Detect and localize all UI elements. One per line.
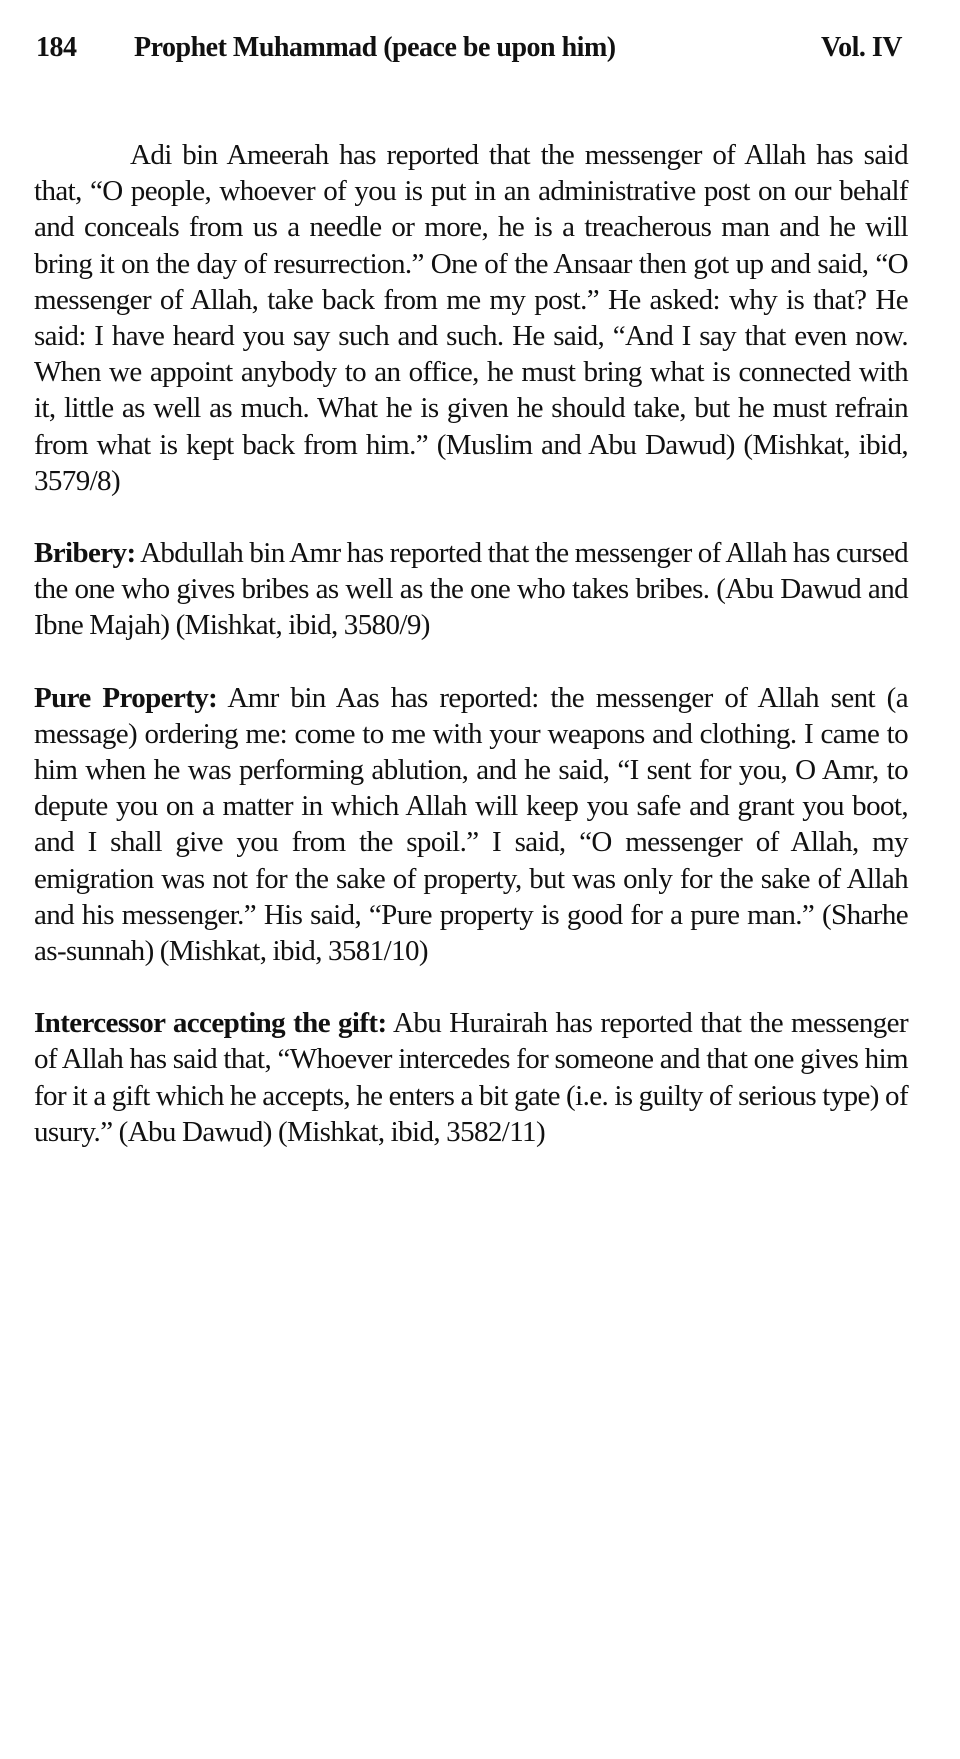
paragraph-text: Abdullah bin Amr has reported that the messenger of Allah has cursed the one who gives bribes as well as the one who takes bribes. (Abu Dawud and Ibne Majah) (Mishkat, ibid, 3580/9) bbox=[34, 537, 908, 642]
volume-label: Vol. IV bbox=[820, 32, 902, 63]
paragraph-heading: Pure Property: bbox=[34, 681, 218, 714]
paragraph-intercessor bbox=[34, 1005, 908, 1150]
paragraph-bribery bbox=[34, 535, 908, 644]
paragraph-text: Abu Hurairah has reported that the messenger of Allah has said that, “Whoever intercedes for someone and that one gives him for it a gift which he accepts, he enters a bit gate (i.e. is guilty of serious type) of usury.” (Abu Dawud) (Mishkat, ibid, 3582/11) bbox=[34, 1007, 908, 1148]
paragraph-text: Adi bin Ameerah has reported that the messenger of Allah has said that, “O people, whoever of you is put in an administrative post on our behalf and conceals from us a needle or more, he is a treacherous man and he will bring it on the day of resurrection.” One of the Ansaar then got up and said, “O messenger of Allah, take back from me my post.” He asked: why is that? He said: I have heard you say such and such. He said, “And I say that even now. When we appoint anybody to an office, he must bring what is connected with it, little as well as much. What he is given he should take, but he must refrain from what is kept back from him.” (Muslim and Abu Dawud) (Mishkat, ibid, 3579/8) bbox=[34, 139, 908, 497]
page-number: 184 bbox=[36, 32, 77, 63]
paragraph-adi-bin-ameerah bbox=[34, 137, 908, 499]
running-header bbox=[34, 28, 908, 68]
paragraph-text: Amr bin Aas has reported: the messenger of Allah sent (a message) ordering me: come to me with your weapons and clothing. I came to him when he was performing ablution, and he said, “I sent for you, O Amr, to depute you on a matter in which Allah will keep you safe and grant you boot, and I shall give you from the spoil.” I said, “O messenger of Allah, my emigration was not for the sake of property, but was only for the sake of Allah and his messenger.” His said, “Pure property is good for a pure man.” (Sharhe as-sunnah) (Mishkat, ibid, 3581/10) bbox=[34, 681, 908, 968]
body-text bbox=[34, 137, 908, 1186]
paragraph-pure-property bbox=[34, 680, 908, 970]
paragraph-heading: Bribery: bbox=[34, 537, 136, 570]
paragraph-heading: Intercessor accepting the gift: bbox=[34, 1007, 387, 1040]
book-title: Prophet Muhammad (peace be upon him) bbox=[134, 32, 616, 63]
